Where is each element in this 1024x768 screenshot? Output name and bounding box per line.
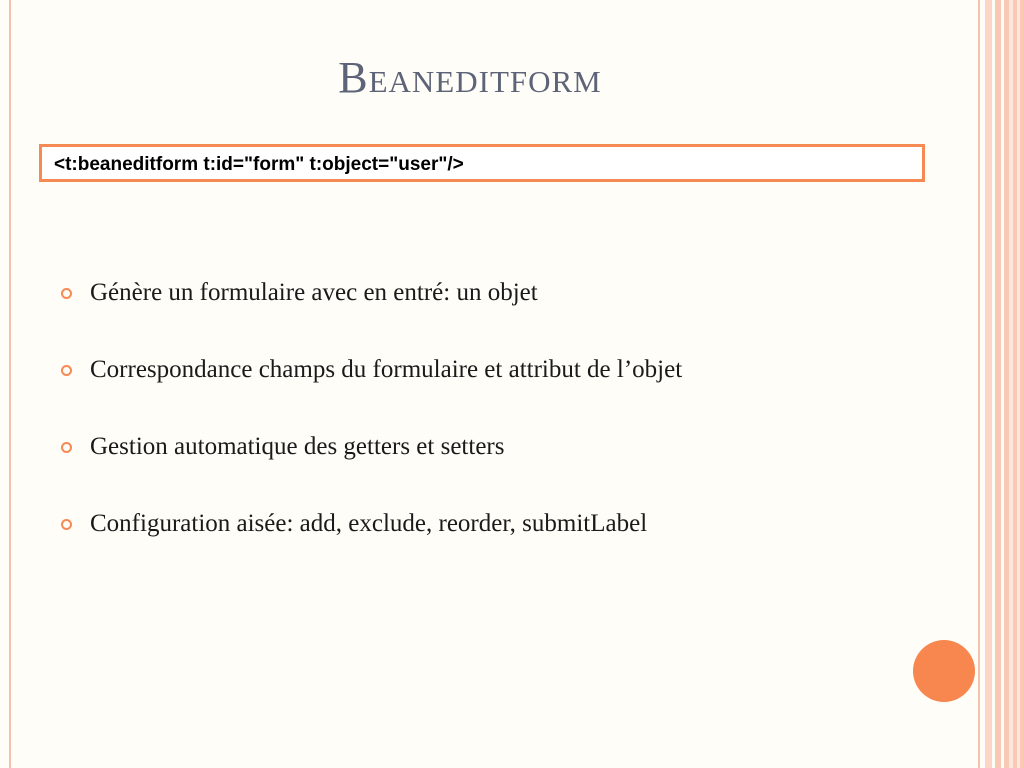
bullet-item [60,272,960,349]
right-border-stripe [978,0,980,768]
right-border-stripe [985,0,992,768]
bullet-circle-icon [61,442,72,453]
right-border-stripe [995,0,1001,768]
bullet-text: Configuration aisée: add, exclude, reorder, submitLabel [90,510,648,537]
bullet-item [60,503,960,580]
slide-title: Beaneditform [338,53,602,102]
bullet-item [60,426,960,503]
code-snippet-text: <t:beaneditform t:id="form" t:object="user"/> [54,154,464,175]
right-border-stripe [1004,0,1024,768]
code-snippet-box [39,144,925,182]
left-border-stripe [9,0,11,768]
decorative-circle [913,640,975,702]
bullet-circle-icon [61,288,72,299]
right-border-stripe [1009,0,1013,768]
bullet-item [60,349,960,426]
right-border-stripe [1017,0,1020,768]
bullet-text: Correspondance champs du formulaire et attribut de l’objet [90,356,683,383]
bullet-list [60,272,960,580]
bullet-text: Gestion automatique des getters et setters [90,433,505,460]
bullet-circle-icon [61,519,72,530]
bullet-circle-icon [61,365,72,376]
bullet-text: Génère un formulaire avec en entré: un objet [90,279,538,306]
